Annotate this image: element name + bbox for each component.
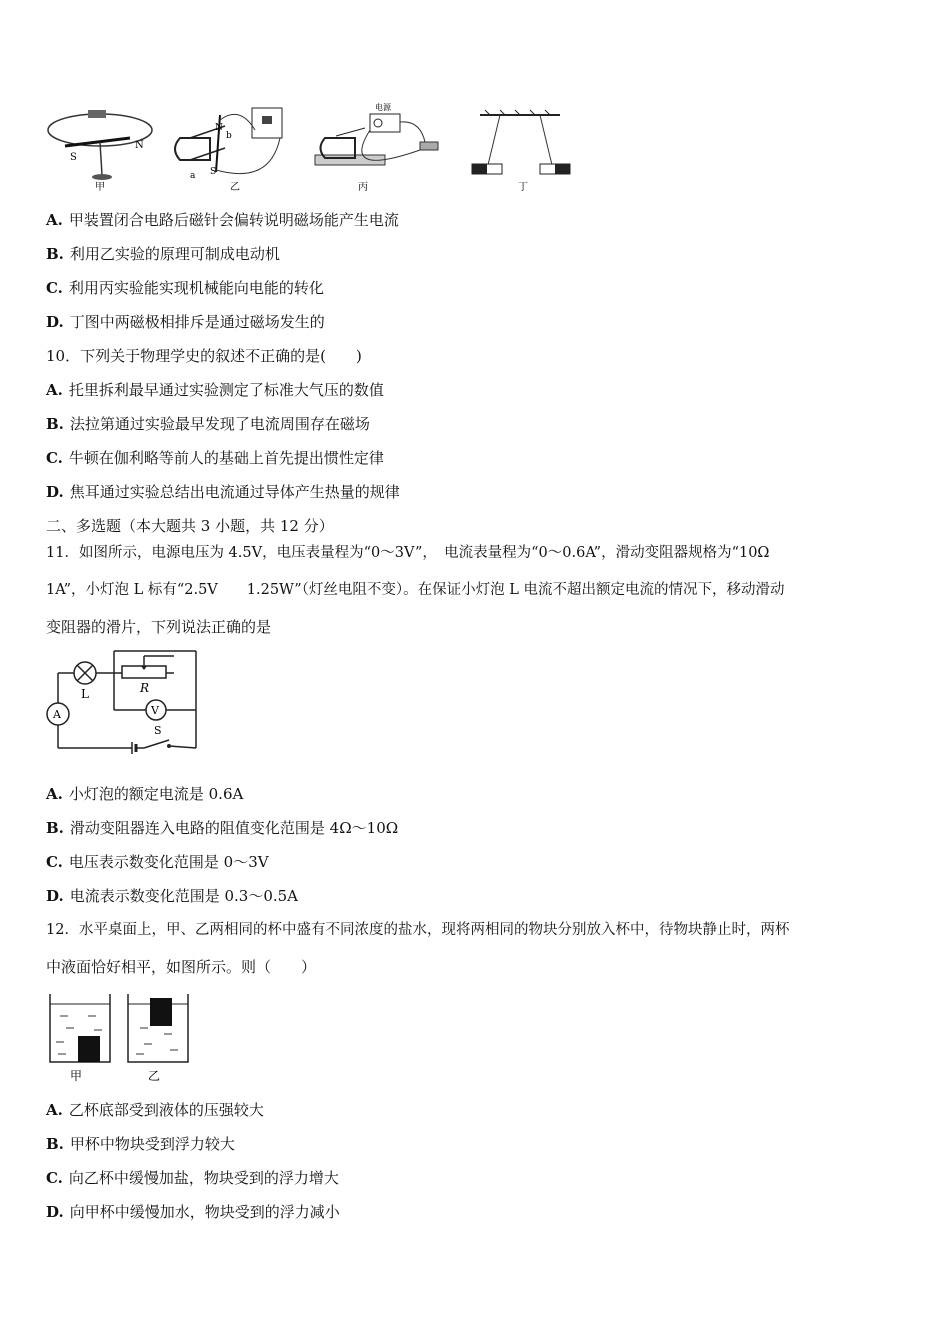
option-letter: B. xyxy=(46,819,64,837)
option-text: 小灯泡的额定电流是 0.6A xyxy=(68,785,244,803)
magnet-label-n: N xyxy=(215,123,223,133)
block-jia xyxy=(78,1036,100,1062)
option-text: 滑动变阻器连入电路的阻值变化范围是 4Ω～10Ω xyxy=(69,819,399,837)
option-letter: B. xyxy=(46,415,64,433)
option-letter: C. xyxy=(46,1169,63,1187)
battery-label: 电源 xyxy=(375,103,391,112)
figure-bing xyxy=(315,102,438,193)
option-text: 焦耳通过实验总结出电流通过导体产生热量的规律 xyxy=(69,483,400,501)
cup-label-yi: 乙 xyxy=(148,1069,161,1083)
option-text: 向乙杯中缓慢加盐，物块受到的浮力增大 xyxy=(68,1169,339,1187)
circuit-diagram xyxy=(44,648,204,756)
option-letter: D. xyxy=(46,313,64,331)
wire-label-b: b xyxy=(226,131,232,141)
option-letter: B. xyxy=(46,245,64,263)
q9-option-c xyxy=(46,278,324,298)
figure-label-bing: 丙 xyxy=(358,182,368,193)
experiment-figure xyxy=(40,100,580,195)
figure-label-jia: 甲 xyxy=(95,182,105,193)
figure-label-ding: 丁 xyxy=(518,182,528,193)
magnet-label-s: S xyxy=(210,167,217,177)
option-text: 电压表示数变化范围是 0～3V xyxy=(68,853,269,871)
q11-stem-line2: 1A”，小灯泡 L 标有“2.5V 1.25W”（灯丝电阻不变）。在保证小灯泡 L 电流不超出额定电流的情况下，移动滑动 xyxy=(46,582,785,598)
q10-option-c xyxy=(46,448,384,468)
q9-option-d xyxy=(46,312,325,332)
q12-stem-line1: 12．水平桌面上，甲、乙两相同的杯中盛有不同浓度的盐水，现将两相同的物块分别放入杯中，待物块静止时，两杯 xyxy=(46,922,790,938)
option-text: 利用丙实验能实现机械能向电能的转化 xyxy=(68,279,324,297)
q12-stem-line2: 中液面恰好相平，如图所示。则（ ） xyxy=(46,958,317,976)
q9-option-a xyxy=(46,210,399,230)
figure-label-yi: 乙 xyxy=(230,182,240,193)
option-text: 电流表示数变化范围是 0.3～0.5A xyxy=(69,887,299,905)
q12-option-b xyxy=(46,1134,235,1154)
option-letter: C. xyxy=(46,449,63,467)
cup-label-jia: 甲 xyxy=(70,1069,83,1083)
q11-option-a xyxy=(46,784,243,804)
option-letter: D. xyxy=(46,1203,64,1221)
option-letter: A. xyxy=(46,785,63,803)
option-letter: A. xyxy=(46,211,63,229)
option-text: 法拉第通过实验最早发现了电流周围存在磁场 xyxy=(69,415,370,433)
option-text: 甲杯中物块受到浮力较大 xyxy=(69,1135,235,1153)
q11-option-b xyxy=(46,818,398,838)
cups-figure xyxy=(44,988,194,1086)
compass-label-s: S xyxy=(70,152,77,163)
q12-option-a xyxy=(46,1100,264,1120)
q10-stem: 10．下列关于物理学史的叙述不正确的是( ) xyxy=(46,347,362,365)
option-text: 丁图中两磁极相排斥是通过磁场发生的 xyxy=(69,313,325,331)
section-title: 二、多选题（本大题共 3 小题，共 12 分） xyxy=(46,517,334,535)
block-yi xyxy=(150,998,172,1026)
q11-option-d xyxy=(46,886,298,906)
option-letter: B. xyxy=(46,1135,64,1153)
q12-option-d xyxy=(46,1202,340,1222)
ammeter-label: A xyxy=(53,708,61,721)
option-text: 托里拆利最早通过实验测定了标准大气压的数值 xyxy=(68,381,384,399)
wire-label-a: a xyxy=(190,171,196,181)
option-text: 向甲杯中缓慢加水，物块受到的浮力减小 xyxy=(69,1203,340,1221)
compass-label-n: N xyxy=(135,140,144,151)
option-text: 甲装置闭合电路后磁针会偏转说明磁场能产生电流 xyxy=(68,211,399,229)
q11-stem-line3: 变阻器的滑片，下列说法正确的是 xyxy=(46,618,272,636)
q11-stem-line1: 11．如图所示，电源电压为 4.5V，电压表量程为“0～3V”， 电流表量程为“0～0.6A”，滑动变阻器规格为“10Ω xyxy=(46,545,770,561)
lamp-label: L xyxy=(81,687,89,701)
option-text: 利用乙实验的原理可制成电动机 xyxy=(69,245,280,263)
q10-option-d xyxy=(46,482,400,502)
option-letter: D. xyxy=(46,483,64,501)
option-text: 牛顿在伽利略等前人的基础上首先提出惯性定律 xyxy=(68,449,384,467)
figure-jia xyxy=(48,110,152,193)
q10-option-b xyxy=(46,414,370,434)
rheostat-label: R xyxy=(140,681,150,695)
switch-label: S xyxy=(154,724,162,737)
q10-option-a xyxy=(46,380,384,400)
q12-option-c xyxy=(46,1168,339,1188)
option-letter: D. xyxy=(46,887,64,905)
option-text: 乙杯底部受到液体的压强较大 xyxy=(68,1101,264,1119)
q9-option-b xyxy=(46,244,280,264)
figure-ding xyxy=(472,110,570,193)
q11-option-c xyxy=(46,852,269,872)
option-letter: C. xyxy=(46,279,63,297)
figure-yi xyxy=(175,108,282,193)
voltmeter-label: V xyxy=(151,704,159,717)
option-letter: C. xyxy=(46,853,63,871)
option-letter: A. xyxy=(46,381,63,399)
option-letter: A. xyxy=(46,1101,63,1119)
